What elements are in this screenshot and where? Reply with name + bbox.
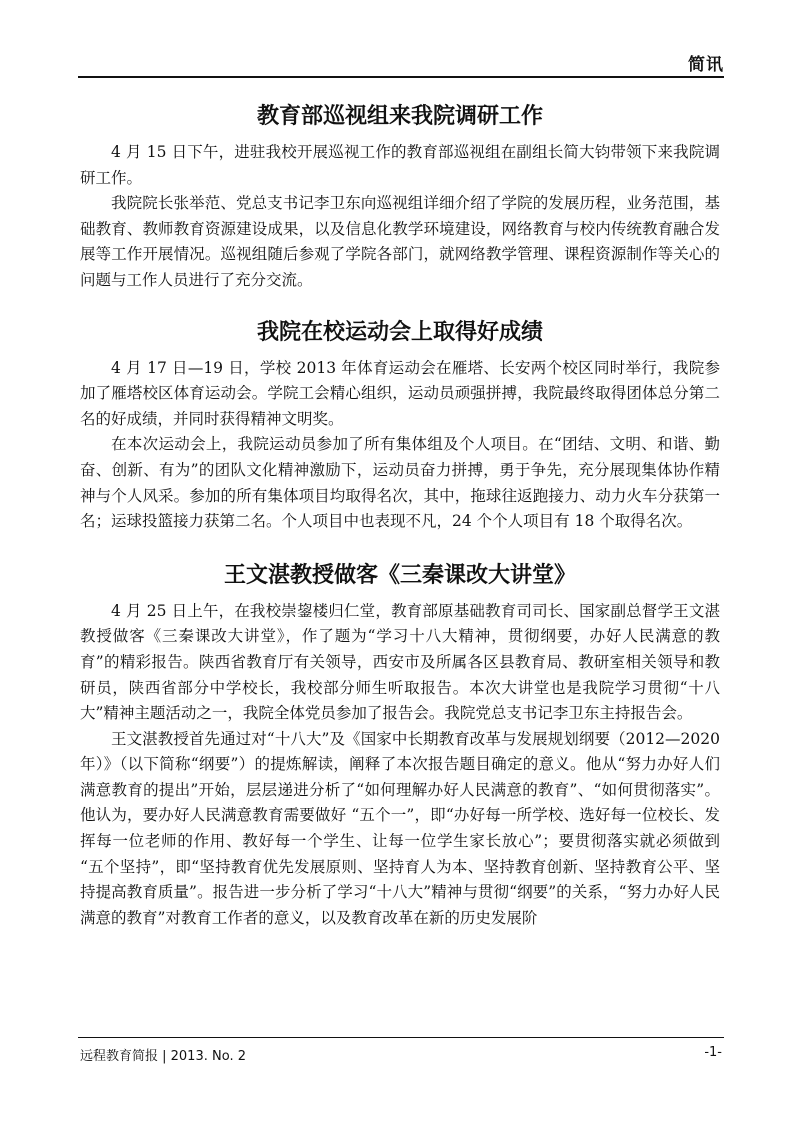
publication-info: 远程教育简报 | 2013. No. 2 (80, 1049, 246, 1064)
article-paragraph: 在本次运动会上，我院运动员参加了所有集体组及个人项目。在“团结、文明、和谐、勤奋、创新、有为”的团队文化精神激励下，运动员奋力拼搏，勇于争先，充分展现集体协作精神与个人风采。参加的所有集体项目均取得名次，其中，拖球往返跑接力、动力火车分获第一名；运球投篮接力获第二名。个人项目中也表现不凡，24 个个人项目有 18 个取得名次。 (80, 435, 720, 531)
article-lecture (80, 559, 720, 932)
footer-divider (78, 1037, 724, 1038)
article-paragraph: 我院院长张举范、党总支书记李卫东向巡视组详细介绍了学院的发展历程，业务范围，基础教育、教师教育资源建设成果，以及信息化教学环境建设，网络教育与校内传统教育融合发展等工作开展情况。巡视组随后参观了学院各部门，就网络教学管理、课程资源制作等关心的问题与工作人员进行了充分交流。 (80, 194, 720, 289)
article-sports-meet (80, 316, 720, 535)
article-paragraph: 4 月 17 日—19 日，学校 2013 年体育运动会在雁塔、长安两个校区同时举行，我院参加了雁塔校区体育运动会。学院工会精心组织，运动员顽强拼搏，我院最终取得团体总分第二名的好成绩，并同时获得精神文明奖。 (80, 358, 720, 428)
article-paragraph: 4 月 25 日上午，在我校崇鋆楼归仁堂，教育部原基础教育司司长、国家副总督学王文湛教授做客《三秦课改大讲堂》，作了题为“学习十八大精神，贯彻纲要，办好人民满意的教育”的精彩报告。陕西省教育厅有关领导，西安市及所属各区县教育局、教研室相关领导和教研员，陕西省部分中学校长，我校部分师生听取报告。本次大讲堂也是我院学习贯彻“十八大”精神主题活动之一，我院全体党员参加了报告会。我院党总支书记李卫东主持报告会。 (80, 601, 720, 723)
article-title: 我院在校运动会上取得好成绩 (256, 319, 543, 345)
article-paragraph: 4 月 15 日下午，进驻我校开展巡视工作的教育部巡视组在副组长简大钧带领下来我院调研工作。 (80, 143, 720, 187)
newsletter-content (80, 100, 720, 931)
article-title: 教育部巡视组来我院调研工作 (256, 104, 543, 129)
article-title: 王文湛教授做客《三秦课改大讲堂》 (223, 562, 576, 588)
header-divider (78, 76, 724, 78)
page-number: -1- (704, 1045, 722, 1060)
article-paragraph: 王文湛教授首先通过对“十八大”及《国家中长期教育改革与发展规划纲要（2012—2020 年）》（以下简称“纲要”）的提炼解读，阐释了本次报告题目确定的意义。他从“努力办好人们满意教育的提出”开始，层层递进分析了“如何理解办好人民满意的教育”、“如何贯彻落实”。他认为，要办好人民满意教育需要做好 “五个一”，即“办好每一所学校、选好每一位校长、发挥每一位老师的作用、教好每一个学生、让每一位学生家长放心”；要贯彻落实就必须做到 “五个坚持”，即“坚持教育优先发展原则、坚持育人为本、坚持教育创新、坚持教育公平、坚持提高教育质量”。报告进一步分析了学习“十八大”精神与贯彻“纲要”的关系，“努力办好人民满意的教育”对教育工作者的意义，以及教育改革在新的历史发展阶 (80, 729, 720, 927)
section-tag: 简讯 (688, 55, 724, 75)
article-inspection-visit (80, 100, 720, 294)
